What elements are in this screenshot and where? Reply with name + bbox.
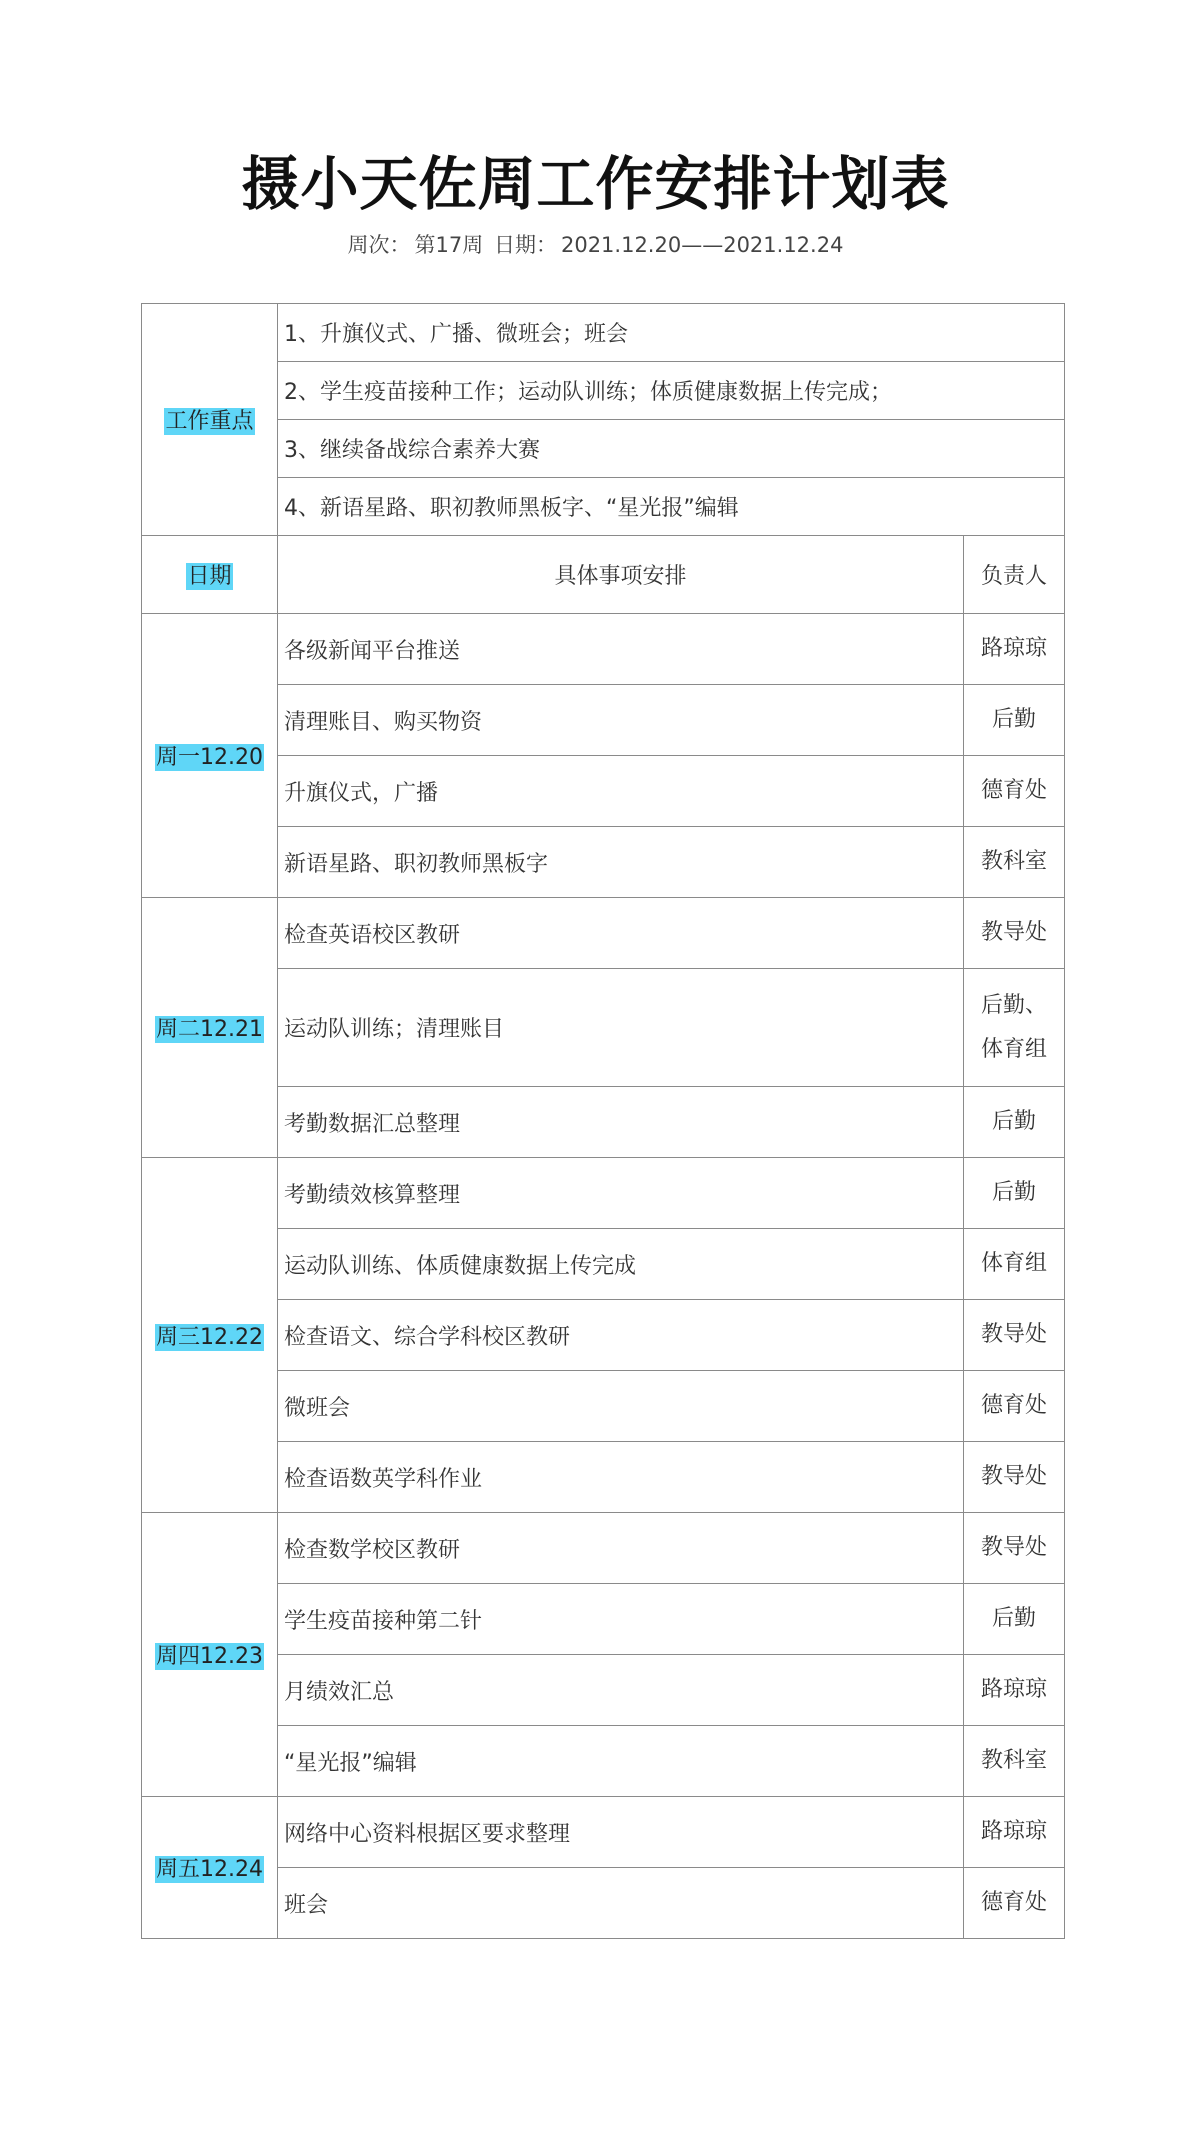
task-cell: 清理账目、购买物资 bbox=[278, 685, 964, 756]
table-row bbox=[142, 685, 1065, 756]
table-row bbox=[142, 1158, 1065, 1229]
day-cell bbox=[142, 1158, 278, 1513]
focus-item: 2、学生疫苗接种工作；运动队训练；体质健康数据上传完成； bbox=[278, 362, 1065, 420]
day-label: 周五12.24 bbox=[156, 1857, 263, 1882]
table-row bbox=[142, 1726, 1065, 1797]
schedule-table bbox=[141, 303, 1065, 1939]
owner-cell: 后勤 bbox=[964, 1158, 1065, 1229]
owner-line: 体育组 bbox=[980, 1036, 1047, 1062]
focus-item: 1、升旗仪式、广播、微班会；班会 bbox=[278, 304, 1065, 362]
table-row bbox=[142, 756, 1065, 827]
task-cell: 月绩效汇总 bbox=[278, 1655, 964, 1726]
header-date: 日期 bbox=[187, 564, 232, 589]
task-cell: 检查英语校区教研 bbox=[278, 898, 964, 969]
owner-cell bbox=[964, 969, 1065, 1087]
date-value: 2021.12.20——2021.12.24 bbox=[560, 233, 844, 257]
day-label: 周四12.23 bbox=[156, 1644, 263, 1669]
owner-cell: 后勤 bbox=[964, 1584, 1065, 1655]
task-cell: 网络中心资料根据区要求整理 bbox=[278, 1797, 964, 1868]
table-row bbox=[142, 898, 1065, 969]
subtitle bbox=[0, 230, 1191, 260]
day-cell bbox=[142, 1513, 278, 1797]
table-row bbox=[142, 1229, 1065, 1300]
owner-cell: 德育处 bbox=[964, 1868, 1065, 1939]
owner-cell: 后勤 bbox=[964, 1087, 1065, 1158]
owner-cell: 教科室 bbox=[964, 827, 1065, 898]
focus-label: 工作重点 bbox=[165, 409, 254, 434]
task-cell: 运动队训练、体质健康数据上传完成 bbox=[278, 1229, 964, 1300]
focus-row bbox=[142, 420, 1065, 478]
focus-row bbox=[142, 362, 1065, 420]
task-cell: “星光报”编辑 bbox=[278, 1726, 964, 1797]
focus-row bbox=[142, 304, 1065, 362]
owner-cell: 教科室 bbox=[964, 1726, 1065, 1797]
task-cell: 升旗仪式，广播 bbox=[278, 756, 964, 827]
focus-item: 4、新语星路、职初教师黑板字、“星光报”编辑 bbox=[278, 478, 1065, 536]
owner-line: 后勤、 bbox=[980, 992, 1047, 1018]
task-cell: 微班会 bbox=[278, 1371, 964, 1442]
header-task: 具体事项安排 bbox=[278, 536, 964, 614]
day-cell bbox=[142, 614, 278, 898]
owner-cell: 德育处 bbox=[964, 756, 1065, 827]
task-cell: 考勤绩效核算整理 bbox=[278, 1158, 964, 1229]
day-label: 周一12.20 bbox=[156, 745, 263, 770]
focus-label-cell bbox=[142, 304, 278, 536]
owner-cell: 教导处 bbox=[964, 1300, 1065, 1371]
task-cell: 考勤数据汇总整理 bbox=[278, 1087, 964, 1158]
table-row bbox=[142, 827, 1065, 898]
week-value: 第17周 bbox=[414, 233, 484, 257]
table-row bbox=[142, 1868, 1065, 1939]
table-row bbox=[142, 1513, 1065, 1584]
focus-row bbox=[142, 478, 1065, 536]
task-cell: 各级新闻平台推送 bbox=[278, 614, 964, 685]
day-cell bbox=[142, 1797, 278, 1939]
task-cell: 检查语文、综合学科校区教研 bbox=[278, 1300, 964, 1371]
day-label: 周二12.21 bbox=[156, 1017, 263, 1042]
week-label: 周次： bbox=[347, 233, 411, 257]
table-row bbox=[142, 969, 1065, 1087]
focus-item: 3、继续备战综合素养大赛 bbox=[278, 420, 1065, 478]
owner-cell: 路琼琼 bbox=[964, 1797, 1065, 1868]
task-cell: 班会 bbox=[278, 1868, 964, 1939]
owner-cell: 德育处 bbox=[964, 1371, 1065, 1442]
task-cell: 运动队训练；清理账目 bbox=[278, 969, 964, 1087]
task-cell: 检查数学校区教研 bbox=[278, 1513, 964, 1584]
table-row bbox=[142, 1371, 1065, 1442]
owner-cell: 教导处 bbox=[964, 1513, 1065, 1584]
header-owner: 负责人 bbox=[964, 536, 1065, 614]
table-row bbox=[142, 1442, 1065, 1513]
owner-cell: 教导处 bbox=[964, 898, 1065, 969]
table-row bbox=[142, 614, 1065, 685]
task-cell: 学生疫苗接种第二针 bbox=[278, 1584, 964, 1655]
table-row bbox=[142, 1087, 1065, 1158]
task-cell: 新语星路、职初教师黑板字 bbox=[278, 827, 964, 898]
header-date-cell bbox=[142, 536, 278, 614]
day-label: 周三12.22 bbox=[156, 1324, 263, 1350]
table-row bbox=[142, 1797, 1065, 1868]
date-label: 日期： bbox=[493, 233, 557, 257]
owner-cell: 路琼琼 bbox=[964, 614, 1065, 685]
page-title: 摄小天佐周工作安排计划表 bbox=[241, 150, 950, 218]
table-row bbox=[142, 1655, 1065, 1726]
table-row bbox=[142, 1584, 1065, 1655]
owner-cell: 路琼琼 bbox=[964, 1655, 1065, 1726]
header-row bbox=[142, 536, 1065, 614]
owner-cell: 体育组 bbox=[964, 1229, 1065, 1300]
owner-cell: 教导处 bbox=[964, 1442, 1065, 1513]
owner-cell: 后勤 bbox=[964, 685, 1065, 756]
day-cell bbox=[142, 898, 278, 1158]
task-cell: 检查语数英学科作业 bbox=[278, 1442, 964, 1513]
table-row bbox=[142, 1300, 1065, 1371]
